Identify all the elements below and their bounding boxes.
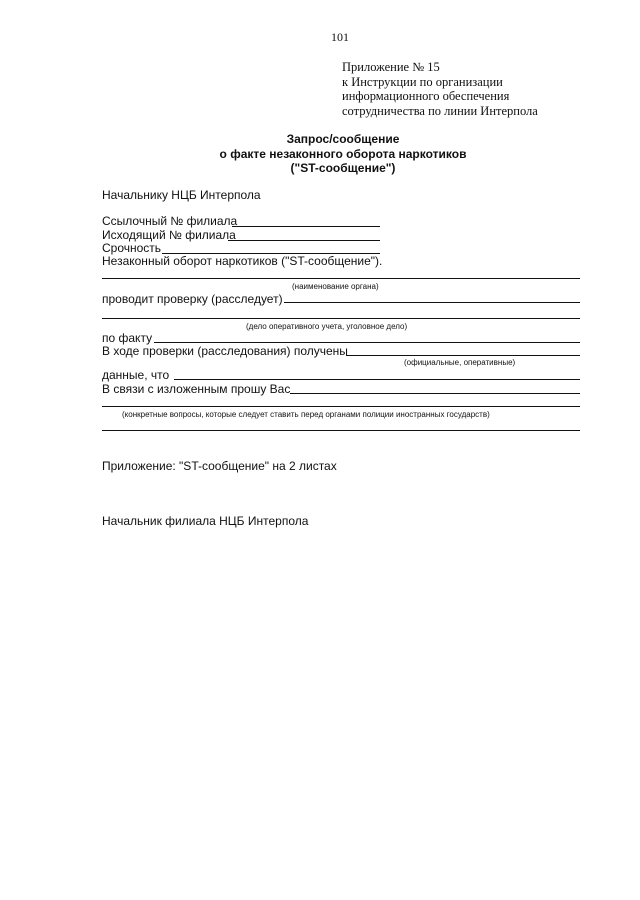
- agency-name-field[interactable]: [102, 278, 580, 279]
- data-that-field[interactable]: [174, 379, 580, 380]
- questions-field[interactable]: [102, 406, 580, 407]
- data-that-label: данные, что: [102, 368, 170, 382]
- title-line-3: ("ST-сообщение"): [290, 161, 396, 175]
- case-caption: (дело оперативного учета, уголовное дело): [246, 322, 408, 331]
- on-fact-field[interactable]: [154, 342, 580, 343]
- in-connection-field[interactable]: [290, 393, 580, 394]
- agency-caption: (наименование органа): [292, 282, 379, 291]
- appendix-line-3: информационного обеспечения: [342, 89, 510, 103]
- addressee: Начальнику НЦБ Интерпола: [102, 188, 261, 202]
- during-check-label: В ходе проверки (расследования) получены: [102, 344, 348, 358]
- appendix-header: [342, 60, 538, 118]
- appendix-line-4: сотрудничества по линии Интерпола: [342, 103, 538, 118]
- on-fact-label: по факту: [102, 331, 153, 345]
- reference-number-field[interactable]: [232, 226, 380, 227]
- illegal-traffic-label: Незаконный оборот наркотиков ("ST-сообщение").: [102, 254, 383, 268]
- appendix-line-1: Приложение № 15: [342, 60, 440, 74]
- document-title: [0, 132, 640, 176]
- outgoing-number-field[interactable]: [228, 240, 380, 241]
- case-field[interactable]: [102, 318, 580, 319]
- during-check-field[interactable]: [346, 355, 580, 356]
- attachment-note: Приложение: "ST-сообщение" на 2 листах: [102, 459, 337, 473]
- conducts-check-field[interactable]: [284, 302, 580, 303]
- appendix-line-2: к Инструкции по организации: [342, 74, 503, 89]
- reference-number-label: Ссылочный № филиала: [102, 214, 238, 228]
- page-number: 101: [331, 30, 349, 44]
- conducts-check-label: проводит проверку (расследует): [102, 292, 283, 306]
- title-line-2: о факте незаконного оборота наркотиков: [219, 146, 467, 161]
- questions-caption: (конкретные вопросы, которые следует ставить перед органами полиции иностранных государств): [122, 410, 490, 419]
- urgency-label: Срочность: [102, 241, 162, 255]
- questions-field-2[interactable]: [102, 430, 580, 431]
- outgoing-number-label: Исходящий № филиала: [102, 228, 236, 242]
- in-connection-label: В связи с изложенным прошу Вас: [102, 382, 291, 396]
- title-line-1: Запрос/сообщение: [286, 132, 400, 146]
- signature-title: Начальник филиала НЦБ Интерпола: [102, 514, 309, 528]
- official-caption: (официальные, оперативные): [404, 358, 516, 367]
